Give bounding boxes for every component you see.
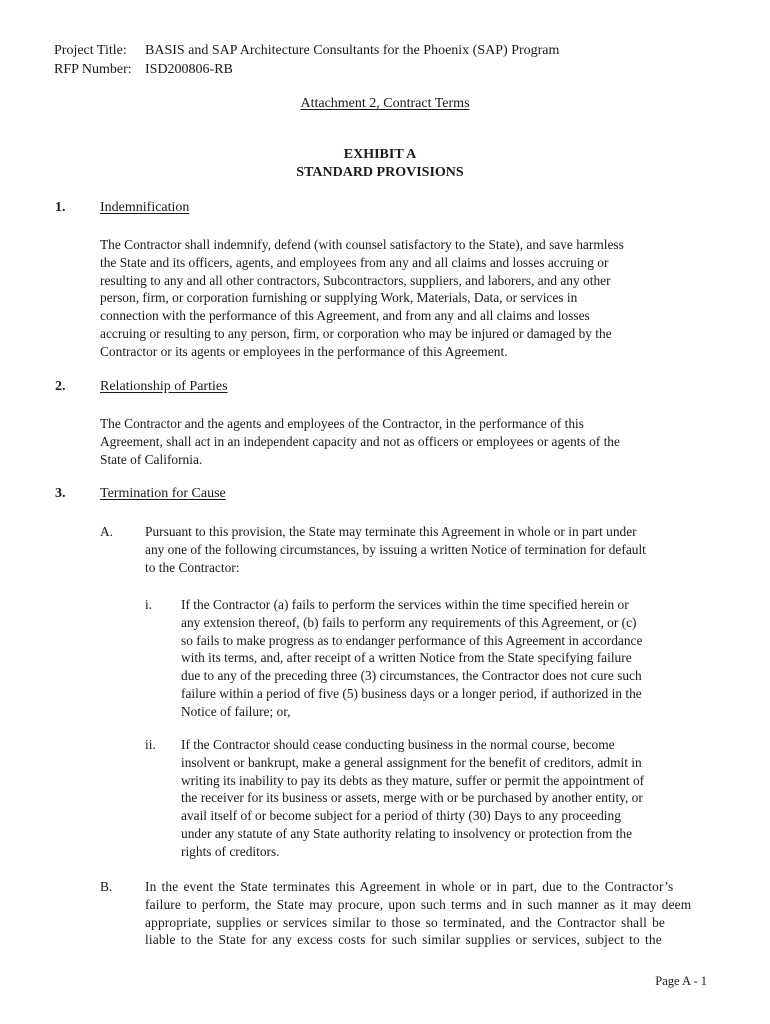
- subsection-label: B.: [100, 879, 113, 894]
- attachment-title-wrap: [0, 95, 770, 113]
- document-header: [54, 41, 559, 79]
- subsection-label: A.: [100, 524, 114, 539]
- paragraph-line: Contractor or its agents or employees in the performance of this Agreement.: [100, 343, 508, 359]
- section-title-termination: Termination for Cause: [100, 486, 226, 501]
- project-title-label: Project Title:: [54, 43, 127, 58]
- paragraph-line: due to any of the preceding three (3) circumstances, the Contractor does not cure such: [181, 668, 642, 684]
- paragraph-line: Notice of failure; or,: [181, 703, 291, 719]
- paragraph-line: resulting to any and all other contractors, Subcontractors, suppliers, and laborers, and any other: [100, 272, 611, 288]
- paragraph-line: If the Contractor should cease conducting business in the normal course, become: [181, 737, 615, 752]
- paragraph-line: If the Contractor (a) fails to perform the services within the time specified herein or: [181, 597, 629, 612]
- item-paragraph: [181, 736, 644, 861]
- rfp-number-label: RFP Number:: [54, 62, 132, 77]
- paragraph-line: liable to the State for any excess costs for such similar supplies or services, subject to the: [145, 932, 662, 948]
- section-paragraph-relationship: [100, 415, 720, 468]
- section-number: 1.: [55, 200, 66, 215]
- paragraph-line: connection with the performance of this Agreement, and from any and all claims and losses: [100, 308, 590, 324]
- paragraph-line: State of California.: [100, 451, 203, 467]
- section-title-indemnification: Indemnification: [100, 200, 190, 215]
- exhibit-subtitle: STANDARD PROVISIONS: [296, 165, 464, 180]
- section-paragraph-indemnification: [100, 236, 720, 361]
- attachment-title: Attachment 2, Contract Terms: [300, 96, 470, 111]
- page-number: Page A - 1: [655, 974, 707, 988]
- paragraph-line: avail itself of or become subject for a period of thirty (30) Days to any proceeding: [181, 808, 621, 824]
- paragraph-line: under any statute of any State authority relating to insolvency or protection from the: [181, 825, 633, 841]
- paragraph-line: person, firm, or corporation furnishing or supplying Work, Materials, Data, or services in: [100, 290, 578, 306]
- paragraph-line: with its terms, and, after receipt of a written Notice from the State specifying failure: [181, 650, 632, 666]
- paragraph-line: so fails to make progress as to endanger performance of this Agreement in accordance: [181, 632, 643, 648]
- paragraph-line: the receiver for its business or assets, merge with or be purchased by another entity, or: [181, 790, 643, 806]
- subsection-paragraph: [145, 523, 646, 576]
- paragraph-line: Pursuant to this provision, the State may terminate this Agreement in whole or in part under: [145, 524, 637, 539]
- item-label: i.: [145, 597, 153, 612]
- paragraph-line: failure within a period of five (5) business days or a longer period, if authorized in the: [181, 685, 642, 701]
- paragraph-line: any extension thereof, (b) fails to perform any requirements of this Agreement, or (c): [181, 614, 637, 630]
- paragraph-line: insolvent or bankrupt, make a general assignment for the benefit of creditors, admit in: [181, 754, 642, 770]
- project-title-row: [54, 41, 559, 60]
- paragraph-line: rights of creditors.: [181, 843, 280, 859]
- project-title-value: BASIS and SAP Architecture Consultants for the Phoenix (SAP) Program: [145, 43, 560, 58]
- rfp-number-value: ISD200806-RB: [145, 62, 233, 77]
- paragraph-line: In the event the State terminates this Agreement in whole or in part, due to the Contractor’s: [145, 879, 674, 894]
- paragraph-line: appropriate, supplies or services similar to those so terminated, and the Contractor shall be: [145, 914, 666, 930]
- subsection-paragraph: [145, 878, 691, 949]
- item-paragraph: [181, 596, 642, 721]
- section-number: 2.: [55, 379, 66, 394]
- paragraph-line: accruing or resulting to any person, firm, or corporation who may be injured or damaged by the: [100, 325, 612, 341]
- item-label: ii.: [145, 737, 156, 752]
- rfp-number-row: [54, 60, 559, 79]
- paragraph-line: failure to perform, the State may procure, upon such terms and in such manner as it may deem: [145, 896, 692, 912]
- paragraph-line: Agreement, shall act in an independent capacity and not as officers or employees or agents of the: [100, 433, 620, 449]
- exhibit-heading: [0, 146, 760, 182]
- paragraph-line: The Contractor and the agents and employees of the Contractor, in the performance of this: [100, 416, 584, 431]
- paragraph-line: to the Contractor:: [145, 559, 240, 575]
- section-number: 3.: [55, 486, 66, 501]
- paragraph-line: any one of the following circumstances, by issuing a written Notice of termination for default: [145, 541, 646, 557]
- paragraph-line: writing its inability to pay its debts as they mature, suffer or permit the appointment of: [181, 772, 645, 788]
- exhibit-title: EXHIBIT A: [343, 147, 417, 162]
- paragraph-line: the State and its officers, agents, and employees from any and all claims and losses accruing or: [100, 254, 609, 270]
- section-title-relationship: Relationship of Parties: [100, 379, 228, 394]
- paragraph-line: The Contractor shall indemnify, defend (with counsel satisfactory to the State), and save harmless: [100, 237, 624, 252]
